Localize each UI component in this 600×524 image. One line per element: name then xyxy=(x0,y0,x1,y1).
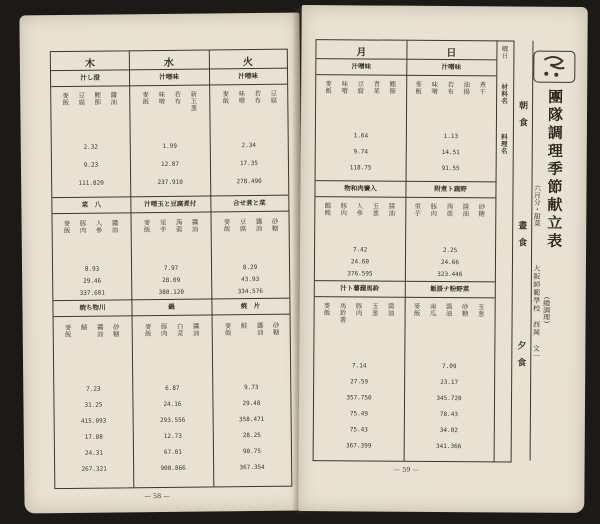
nutrient-value: 7.23 xyxy=(86,385,101,393)
subtitle: 六月分・甜菜 xyxy=(533,184,542,227)
author: 大阪師範學校 西岡 文一 xyxy=(532,264,541,361)
nutrient-value: 91.55 xyxy=(441,164,460,173)
ingredient: 人參 xyxy=(355,202,364,217)
menu-wed-dinner: 鍋 xyxy=(168,302,175,311)
nutrient-value: 341.366 xyxy=(436,442,462,451)
ingredient: 味噌 xyxy=(237,90,246,105)
menu-tue-lunch: 合せ煮と菜 xyxy=(233,198,266,208)
ingredient: 豆腐 xyxy=(77,91,86,106)
ingredient: 麥飯 xyxy=(322,302,331,317)
ingredient: 砂糖 xyxy=(271,321,280,336)
ingredient: 豆腐 xyxy=(238,218,247,233)
nutrient-value: 7.09 xyxy=(441,362,457,371)
ingredient: 醬油 xyxy=(95,323,104,338)
nutrient-value: 323.446 xyxy=(437,270,463,279)
ingredient: 若布 xyxy=(253,89,262,105)
ingredient: 味噌 xyxy=(157,90,166,106)
nutrient-value: 43.93 xyxy=(241,275,260,284)
ingredient: 青菜 xyxy=(372,80,381,95)
nutrient-value: 9.74 xyxy=(353,148,368,156)
left-page xyxy=(19,13,304,514)
nutrient-value: 9.73 xyxy=(244,383,259,392)
logo-emblem xyxy=(533,51,575,83)
nutrient-value: 1.13 xyxy=(443,133,459,141)
nutrient-value: 17.88 xyxy=(84,433,103,441)
ingredient: 鮭 xyxy=(239,322,248,330)
nutrient-value: 367.399 xyxy=(346,442,372,450)
nutrient-value: 900.866 xyxy=(160,464,186,473)
ingredient: 醬油 xyxy=(109,91,118,106)
nutrient-value: 267.321 xyxy=(81,465,107,473)
side-label: 料理名 xyxy=(499,133,508,155)
ingredient: 砂糖 xyxy=(270,217,279,232)
ingredient: 醬油 xyxy=(387,202,396,217)
ingredient: 醬油 xyxy=(190,218,199,233)
ingredient: 豚肉 xyxy=(78,219,87,234)
ingredient: 饂飩 xyxy=(323,202,332,217)
nutrient-value: 357.750 xyxy=(346,394,372,402)
nutrient-value: 29.48 xyxy=(242,399,261,408)
menu-tue-dinner: 飯掛ナ粉野菜 xyxy=(430,284,470,294)
nutrient-value: 75.43 xyxy=(349,426,368,434)
ingredient: 麥飯 xyxy=(412,302,421,317)
ingredient: 醬油 xyxy=(110,219,119,234)
page-title: 團隊調理季節献立表 xyxy=(545,88,565,251)
ingredient: 醬油 xyxy=(191,322,200,337)
ingredient: 醬油 xyxy=(254,217,263,233)
nutrient-value: 7.42 xyxy=(352,246,368,254)
ingredient: 煮干 xyxy=(478,81,487,96)
nutrient-value: 2.34 xyxy=(241,142,257,150)
nutrient-value: 29.46 xyxy=(83,277,102,285)
nutrient-value: 28.09 xyxy=(162,276,181,284)
ingredient: 若布 xyxy=(173,90,182,105)
nutrient-value: 358.471 xyxy=(238,415,265,424)
meal-lunch: 晝食 xyxy=(516,220,527,255)
nutrient-value: 1.99 xyxy=(162,142,178,150)
menu-tue-lunch: 附煮ト蔬野 xyxy=(434,184,467,194)
nutrient-value: 67.01 xyxy=(163,448,183,456)
day-header-tue: 火 xyxy=(242,57,253,69)
ingredient: 鰹節 xyxy=(93,91,102,106)
side-label: 材料名 xyxy=(500,83,509,105)
ingredient: 豆腐 xyxy=(269,89,278,104)
ingredient: 麥飯 xyxy=(414,80,423,95)
nutrient-value: 12.73 xyxy=(163,432,182,440)
meal-label-column xyxy=(512,40,534,460)
menu-tue-dinner: 焼 片 xyxy=(240,301,261,311)
meal-breakfast: 朝食 xyxy=(516,100,528,135)
menu-thu-dinner: 焼ち物川 xyxy=(79,303,106,312)
nutrient-value: 75.49 xyxy=(349,410,368,418)
ingredient: 南瓜 xyxy=(428,302,437,317)
ingredient: 蒟蒻 xyxy=(445,203,454,218)
nutrient-value: 28.25 xyxy=(242,431,261,440)
nutrient-value: 24.31 xyxy=(84,449,104,457)
menu-mon-dinner: 汁ト薯藷馬鈴 xyxy=(340,284,380,293)
ingredient: 豚肉 xyxy=(354,302,363,317)
menu-thu-lunch: 菜 八 xyxy=(81,200,102,209)
nutrient-value: 17.35 xyxy=(239,159,259,168)
ingredient: 豆腐 xyxy=(356,80,365,95)
nutrient-value: 293.556 xyxy=(159,416,186,425)
nutrient-value: 24.66 xyxy=(440,258,460,267)
ingredient: 若布 xyxy=(446,81,455,96)
day-header-wed: 水 xyxy=(163,57,174,69)
ingredient: 砂糖 xyxy=(477,203,486,218)
ingredient: 麥飯 xyxy=(141,91,150,106)
ingredient: 新玉葱 xyxy=(189,90,198,112)
title-note: (總調理) xyxy=(542,296,551,324)
nutrient-value: 415.093 xyxy=(80,417,107,425)
nutrient-value: 337.601 xyxy=(79,289,105,297)
page-number: — 59 — xyxy=(393,465,419,474)
meal-dinner: 夕食 xyxy=(515,340,526,375)
ingredient: 醬油 xyxy=(461,203,470,218)
ingredient: 麥飯 xyxy=(143,323,152,338)
ingredient: 味噌 xyxy=(430,80,439,95)
nutrient-value: 1.64 xyxy=(353,132,369,140)
nutrient-value: 6.87 xyxy=(165,384,180,392)
nutrient-value: 118.75 xyxy=(349,164,372,172)
nutrient-value: 376.595 xyxy=(347,270,373,278)
nutrient-value: 2.32 xyxy=(83,143,99,151)
left-table xyxy=(50,49,293,489)
nutrient-value: 27.59 xyxy=(350,378,369,386)
nutrient-value: 24.16 xyxy=(163,400,182,408)
menu-mon-breakfast: 汁噌味 xyxy=(351,62,372,71)
nutrient-value: 7.14 xyxy=(351,362,367,370)
ingredient: 鰹節 xyxy=(388,80,397,95)
ingredient: 馬鈴薯 xyxy=(338,302,347,324)
nutrient-value: 78.43 xyxy=(439,410,458,419)
ingredient: 玉葱 xyxy=(371,202,380,217)
day-header-thu: 木 xyxy=(84,58,95,70)
ingredient: 醬油 xyxy=(386,302,395,317)
nutrient-value: 34.02 xyxy=(439,426,458,435)
emblem-icon xyxy=(534,52,574,82)
menu-wed-lunch: 汁噌玉と豆腐煮付 xyxy=(144,199,197,209)
ingredient: 玉葱 xyxy=(370,302,379,317)
nutrient-value: 278.490 xyxy=(236,177,262,186)
ingredient: 豚肉 xyxy=(159,322,168,338)
nutrient-value: 237.910 xyxy=(157,178,183,187)
ingredient: 醬油 xyxy=(255,321,264,337)
nutrient-value: 31.25 xyxy=(84,401,103,409)
ingredient: 油揚 xyxy=(462,81,471,96)
ingredient: 麥飯 xyxy=(324,80,333,95)
nutrient-value: 90.75 xyxy=(242,447,262,456)
ingredient: 味噌 xyxy=(340,80,349,95)
ingredient: 里芋 xyxy=(158,218,167,234)
week-label: 曜日 xyxy=(500,45,509,60)
nutrient-value: 380.120 xyxy=(158,288,184,297)
menu-wed-breakfast: 汁噌味 xyxy=(159,72,179,82)
right-page xyxy=(298,5,588,513)
menu-thu-breakfast: 汁し澄 xyxy=(80,73,100,82)
nutrient-value: 14.51 xyxy=(441,148,460,157)
nutrient-value: 8.93 xyxy=(84,265,100,273)
ingredient: 麥飯 xyxy=(142,219,151,234)
nutrient-value: 8.29 xyxy=(242,264,258,272)
ingredient: 里芋 xyxy=(413,202,422,217)
nutrient-value: 7.97 xyxy=(163,264,179,272)
page-number: — 58 — xyxy=(144,491,170,501)
ingredient: 蒟蒻 xyxy=(174,218,183,233)
menu-mon-lunch: 物和肉賽入 xyxy=(344,184,377,193)
ingredient: 人參 xyxy=(94,219,103,234)
nutrient-value: 111.820 xyxy=(78,179,104,187)
menu-tue-breakfast: 汁噌味 xyxy=(238,71,258,81)
ingredient: 砂糖 xyxy=(111,323,120,338)
ingredient: 豚肉 xyxy=(429,202,438,217)
day-header-day: 日 xyxy=(446,48,457,60)
ingredient: 鯖 xyxy=(79,323,88,331)
ingredient: 醬油 xyxy=(444,303,453,318)
menu-tue-breakfast: 汁噌味 xyxy=(441,62,462,72)
ingredient: 麥飯 xyxy=(223,322,232,337)
ingredient: 麥飯 xyxy=(61,91,70,107)
nutrient-value: 334.576 xyxy=(237,287,263,296)
ingredient: 豚肉 xyxy=(339,202,348,217)
nutrient-value: 2.25 xyxy=(442,246,458,255)
right-table xyxy=(313,39,498,462)
ingredient: 玉葱 xyxy=(476,303,485,318)
ingredient: 砂糖 xyxy=(460,303,469,318)
nutrient-value: 24.60 xyxy=(350,258,370,266)
ingredient: 麥飯 xyxy=(63,323,72,339)
nutrient-value: 345.720 xyxy=(436,394,462,403)
ingredient: 白菜 xyxy=(175,322,184,337)
nutrient-value: 12.07 xyxy=(160,160,180,169)
nutrient-value: 9.23 xyxy=(83,161,99,169)
nutrient-value: 367.354 xyxy=(239,463,265,472)
ingredient: 麥飯 xyxy=(62,219,71,235)
ingredient: 麥飯 xyxy=(221,90,230,105)
nutrient-value: 23.17 xyxy=(440,378,459,387)
day-header-mon: 月 xyxy=(356,47,367,59)
ingredient: 麥飯 xyxy=(222,218,231,233)
